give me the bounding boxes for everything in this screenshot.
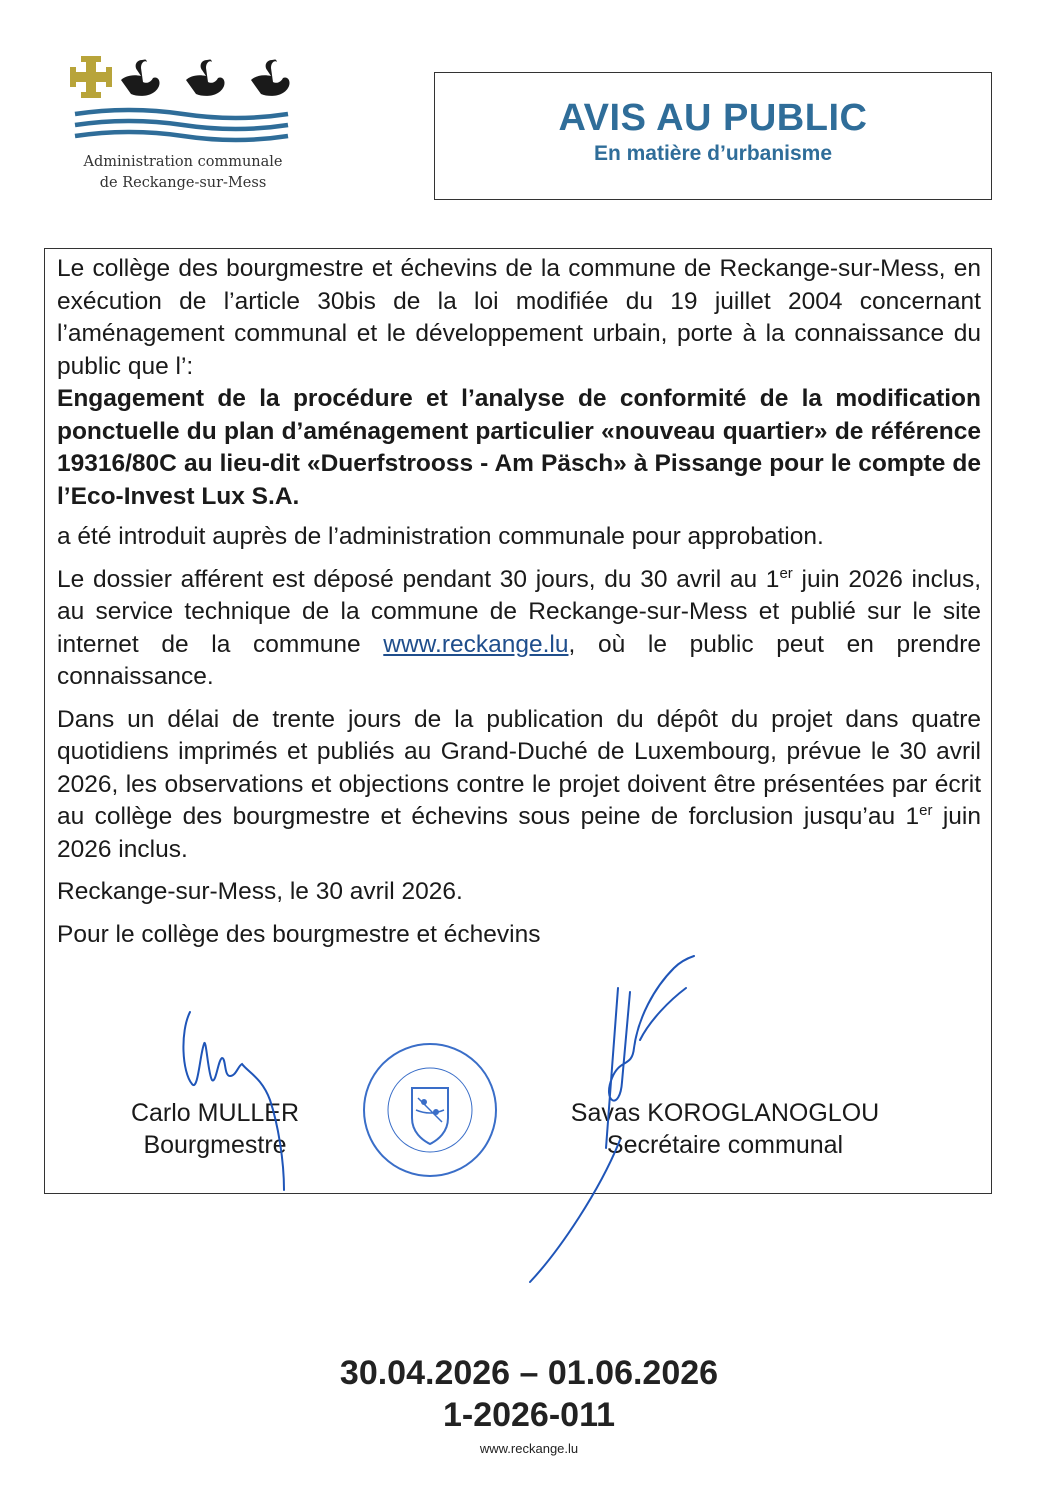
- notice-title: AVIS AU PUBLIC: [558, 97, 868, 139]
- notice-text: [57, 253, 981, 961]
- secretary-name: Savas KOROGLANOGLOU: [570, 1099, 880, 1127]
- notice-reference: 1-2026-011: [442, 1396, 616, 1434]
- seal-stamp-icon: [360, 1040, 500, 1180]
- publication-period: 30.04.2026 – 01.06.2026: [339, 1354, 719, 1392]
- notice-header: [434, 72, 992, 200]
- dossier-superscript: er: [779, 564, 793, 582]
- commune-logo: [70, 52, 296, 202]
- commune-logo-caption-line2: de Reckange-sur-Mess: [99, 175, 267, 191]
- intro-paragraph: Le collège des bourgmestre et échevins de la commune de Reckange-sur-Mess, en exécution de l’article 30bis de la loi modifiée du 19 juillet 2004 concernant l’aménagement communal et le développement urbain, porte à la connaissance du public que l’:: [57, 255, 981, 380]
- mayor-name: Carlo MULLER: [130, 1099, 300, 1127]
- commune-logo-caption-line1: Administration communale: [83, 154, 283, 170]
- delay-text-2: juin 2026 inclus.: [57, 803, 981, 863]
- dossier-text-2: juin 2026 inclus, au service technique de la commune de Reckange-sur-Mess et publié sur le site internet de la commune: [57, 565, 982, 658]
- mayor-title: Bourgmestre: [143, 1131, 287, 1159]
- dossier-text-3: , où le public peut en prendre connaissance.: [57, 630, 981, 690]
- footer-website[interactable]: www.reckange.lu: [479, 1441, 579, 1456]
- commune-logo-caption: [70, 152, 296, 194]
- introduced-paragraph: a été introduit auprès de l’administration communale pour approbation.: [57, 523, 824, 550]
- delay-superscript: er: [919, 802, 933, 819]
- notice-footer: [0, 1352, 1058, 1458]
- delay-paragraph: [57, 704, 981, 867]
- dossier-paragraph: [57, 564, 981, 694]
- secretary-title: Secrétaire communal: [606, 1131, 844, 1159]
- place-date: Reckange-sur-Mess, le 30 avril 2026.: [57, 878, 463, 905]
- delay-text-1: Dans un délai de trente jours de la publication du dépôt du projet dans quatre quotidiens imprimés et publiés au Grand-Duché de Luxembourg, prévue le 30 avril 2026, les observations et objections contre le projet doivent être présentées par écrit au collège des bourgmestre et échevins sous peine de forclusion jusqu’au 1: [57, 705, 981, 830]
- notice-subtitle: En matière d’urbanisme: [593, 142, 833, 165]
- mayor-signature-block: [115, 1097, 315, 1161]
- on-behalf-line: Pour le collège des bourgmestre et échevins: [57, 920, 541, 948]
- secretary-signature-block: [545, 1097, 905, 1161]
- website-link[interactable]: www.reckange.lu: [383, 630, 569, 658]
- notice-body: [44, 248, 992, 1194]
- official-seal: [360, 1040, 500, 1180]
- dossier-text-1: Le dossier afférent est déposé pendant 30 jours, du 30 avril au 1: [57, 565, 780, 593]
- reckange-coat-of-arms-icon: [70, 52, 296, 144]
- subject-paragraph: Engagement de la procédure et l’analyse de conformité de la modification ponctuelle du plan d’aménagement particulier «nouveau quartier» de référence 19316/80C au lieu-dit «Duerfstrooss - Am Päsch» à Pissange pour le compte de l’Eco-Invest Lux S.A.: [57, 385, 981, 510]
